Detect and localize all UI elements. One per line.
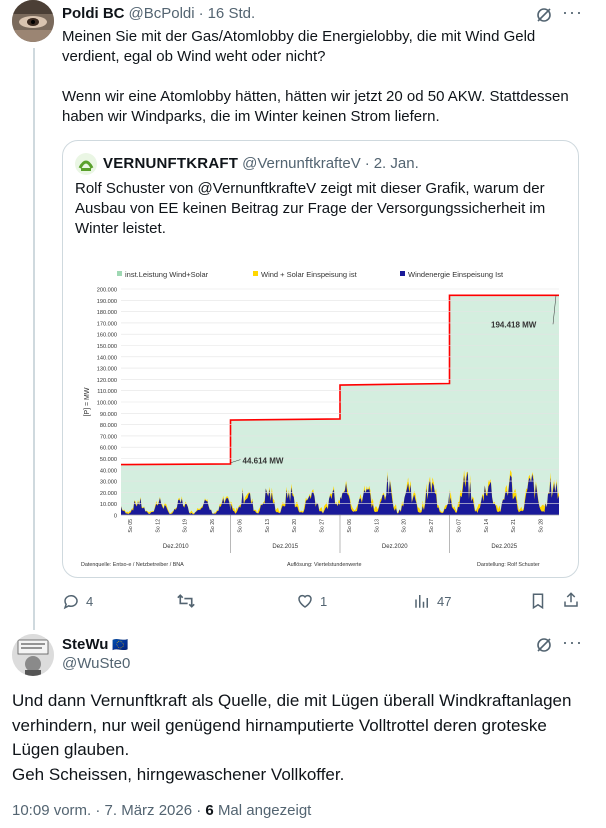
group-label: Dez.2015: [272, 544, 299, 550]
legend-label: inst.Leistung Wind+Solar: [125, 270, 209, 279]
y-tick-label: 40.000: [99, 468, 117, 475]
y-tick-label: 160.000: [96, 332, 117, 339]
y-tick-label: 0: [113, 513, 117, 520]
legend-label: Wind + Solar Einspeisung ist: [261, 270, 357, 279]
thread-line: [33, 48, 35, 630]
share-button[interactable]: [562, 591, 580, 609]
views-icon: [413, 592, 431, 610]
retweet-button[interactable]: [176, 592, 202, 610]
reply-count: 4: [86, 593, 94, 609]
legend-swatch: [117, 271, 122, 276]
chart-image[interactable]: [77, 265, 563, 577]
quote-tweet[interactable]: [62, 140, 579, 578]
y-tick-label: 70.000: [99, 434, 117, 441]
y-tick-label: 10.000: [99, 502, 117, 509]
avatar-image: [12, 0, 54, 42]
tweet2-handle[interactable]: @WuSte0: [62, 655, 131, 672]
y-tick-label: 100.000: [96, 400, 117, 407]
vernunftkraft-logo-icon: [75, 153, 97, 175]
group-label: Dez.2010: [162, 544, 189, 550]
x-tick-label: So 13: [264, 519, 271, 533]
group-label: Dez.2020: [381, 544, 408, 550]
avatar[interactable]: [12, 0, 54, 42]
legend-swatch: [400, 271, 405, 276]
y-tick-label: 200.000: [96, 287, 117, 294]
bookmark-icon: [530, 592, 546, 610]
legend-swatch: [253, 271, 258, 276]
reply-icon: [62, 592, 80, 610]
quote-handle: @VernunftkrafteV: [242, 155, 361, 172]
y-tick-label: 140.000: [96, 355, 117, 362]
y-tick-label: 60.000: [99, 445, 117, 452]
more-icon[interactable]: ···: [562, 632, 583, 652]
x-tick-label: So 06: [346, 519, 353, 533]
x-tick-label: So 12: [155, 519, 162, 533]
quote-header: [103, 155, 419, 172]
tweet2-views-label: Mal angezeigt: [217, 802, 312, 819]
chart-source: Datenquelle: Entso-e / Netzbetreiber / BNA: [81, 562, 184, 568]
quote-display-name: VERNUNFTKRAFT: [103, 155, 239, 172]
y-tick-label: 30.000: [99, 479, 117, 486]
x-tick-label: So 28: [538, 519, 545, 533]
tweet1-header: [62, 5, 255, 22]
bookmark-button[interactable]: [530, 592, 546, 610]
tweet2-meta: [12, 802, 311, 819]
x-tick-label: So 07: [456, 519, 463, 533]
grok-icon[interactable]: [535, 636, 553, 659]
views-button[interactable]: [413, 592, 451, 610]
retweet-icon: [176, 592, 196, 610]
x-tick-label: So 26: [210, 519, 217, 533]
y-tick-label: 190.000: [96, 298, 117, 305]
y-tick-label: 90.000: [99, 411, 117, 418]
chart: [77, 265, 563, 577]
x-tick-label: So 19: [182, 519, 189, 533]
quote-text: Rolf Schuster von @VernunftkrafteV zeigt mit dieser Grafik, warum der Ausbau von EE keinen Beitrag zur Frage der Versorgungssicherheit im Winter leistet.: [75, 180, 546, 237]
y-tick-label: 170.000: [96, 321, 117, 328]
reply-button[interactable]: [62, 592, 93, 610]
x-tick-label: So 20: [292, 519, 299, 533]
like-count: 1: [320, 593, 328, 609]
x-tick-label: So 05: [127, 519, 134, 533]
x-tick-label: So 27: [319, 519, 326, 533]
avatar-image: [12, 634, 54, 676]
tweet1-handle[interactable]: @BcPoldi: [128, 5, 195, 22]
x-tick-label: So 13: [374, 519, 381, 533]
tweet1-display-name[interactable]: Poldi BC: [62, 5, 125, 22]
tweet2-display-name[interactable]: SteWu: [62, 636, 109, 653]
tweet2-views-count: 6: [205, 802, 214, 819]
y-tick-label: 150.000: [96, 344, 117, 350]
y-tick-label: 120.000: [96, 377, 117, 384]
y-tick-label: 50.000: [99, 457, 117, 463]
x-tick-label: So 06: [237, 519, 244, 533]
grok-icon[interactable]: [535, 6, 553, 29]
heart-icon: [296, 592, 314, 610]
tweet2-name-row: [62, 636, 129, 653]
annotation-label: 194.418 MW: [491, 320, 537, 330]
quote-time: 2. Jan.: [373, 155, 419, 172]
annotation-label: 44.614 MW: [242, 456, 284, 466]
avatar[interactable]: [12, 634, 54, 676]
more-icon[interactable]: ···: [562, 2, 583, 22]
x-tick-label: So 14: [483, 519, 490, 533]
group-label: Dez.2025: [491, 544, 518, 550]
x-tick-label: So 27: [429, 519, 436, 533]
x-tick-label: So 21: [511, 519, 518, 533]
eu-flag-icon: 🇪🇺: [112, 636, 129, 652]
y-tick-label: 20.000: [99, 490, 117, 497]
like-button[interactable]: [296, 592, 327, 610]
tweet1-text: Meinen Sie mit der Gas/Atomlobby die Energielobby, die mit Wind Geld verdient, egal ob Wind weht oder nicht? Wenn wir eine Atomlobby hätten, hätten wir jetzt 20 od 50 AKW. Stattdessen haben wir Windparks, die im Winter keinen Strom liefern.: [62, 28, 569, 125]
x-tick-label: So 20: [401, 519, 408, 533]
tweet1-time[interactable]: 16 Std.: [207, 5, 256, 22]
tweet1-dot: ·: [198, 5, 204, 22]
chart-author: Darstellung: Rolf Schuster: [477, 562, 540, 568]
y-tick-label: 80.000: [99, 423, 117, 430]
chart-resolution: Auflösung: Viertelstundenwerte: [287, 562, 362, 568]
tweet2-text: Und dann Vernunftkraft als Quelle, die mit Lügen überall Windkraftanlagen verhindern, nur weil genügend hirnamputierte Volltrottel deren groteske Lügen glauben. Geh Scheissen, hirngewaschener Vollkoffer.: [12, 691, 572, 784]
share-icon: [562, 591, 580, 609]
legend-label: Windenergie Einspeisung Ist: [408, 270, 504, 279]
quote-dot: ·: [364, 155, 370, 172]
y-tick-label: 110.000: [97, 389, 117, 396]
y-tick-label: 130.000: [96, 366, 117, 373]
views-count: 47: [437, 593, 452, 609]
tweet2-timestamp[interactable]: 10:09 vorm. · 7. März 2026 ·: [12, 802, 206, 819]
y-tick-label: 180.000: [96, 310, 117, 317]
y-axis-label: [P] = MW: [84, 387, 91, 417]
